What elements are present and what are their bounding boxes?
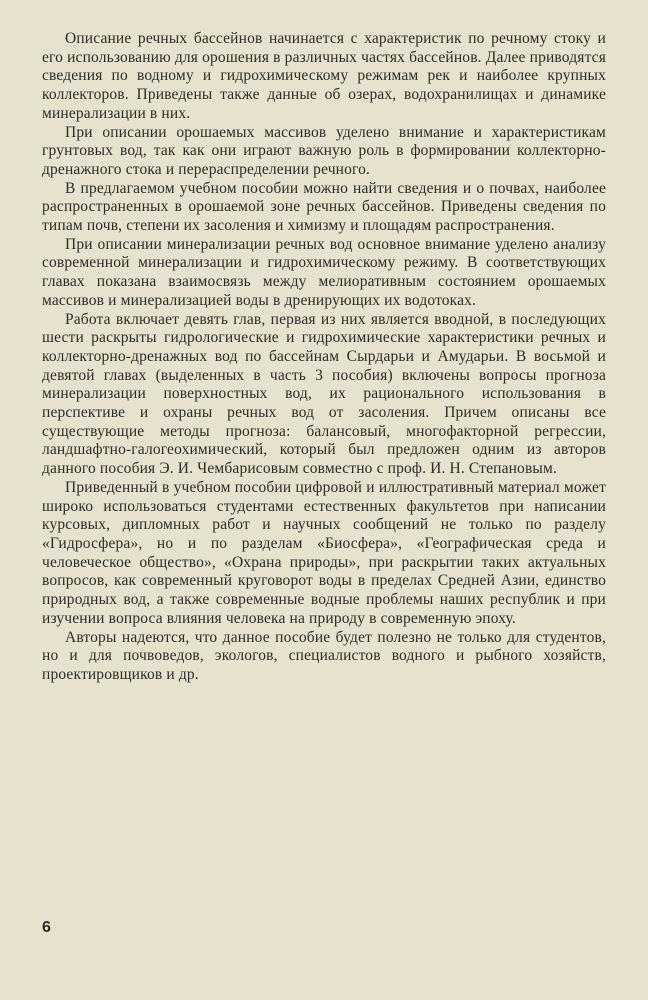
page-number: 6 [42, 919, 51, 936]
paragraph: Работа включает девять глав, первая из них является вводной, в последующих шести раскрыты гидрологические и гидрохимические характеристики речных и коллекторно-дренажных вод по бассейнам Сырдарьи и Амударьи. В восьмой и девятой главах (выделенных в часть 3 пособия) включены вопросы прогноза минерализации поверхностных вод, их рационального использования в перспективе и охраны речных вод от засоления. Причем описаны все существующие методы прогноза: балансовый, многофакторной регрессии, ландшафтно-галогеохимический, который был предложен одним из авторов данного пособия Э. И. Чембарисовым совместно с проф. И. Н. Степановым. [42, 310, 606, 478]
paragraph: При описании минерализации речных вод основное внимание уделено анализу современной минерализации и гидрохимическому режиму. В соответствующих главах показана взаимосвязь между мелиоративным состоянием орошаемых массивов и минерализацией воды в дренирующих их водотоках. [42, 235, 606, 309]
paragraph: При описании орошаемых массивов уделено внимание и характеристикам грунтовых вод, так как они играют важную роль в формировании коллекторно-дренажного стока и перераспределении речного. [42, 123, 606, 178]
paragraph: В предлагаемом учебном пособии можно найти сведения и о почвах, наиболее распространенных в орошаемой зоне речных бассейнов. Приведены сведения по типам почв, степени их засоления и химизму и площадям распространения. [42, 179, 606, 235]
body-text [42, 30, 606, 685]
paragraph: Авторы надеются, что данное пособие будет полезно не только для студентов, но и для почвоведов, экологов, специалистов водного и рыбного хозяйств, проектировщиков и др. [42, 628, 606, 683]
paragraph: Приведенный в учебном пособии цифровой и иллюстративный материал может широко использоваться студентами естественных факультетов при написании курсовых, дипломных работ и научных сообщений не только по разделу «Гидросфера», но и по разделам «Биосфера», «Географическая среда и человеческое общество», «Охрана природы», при раскрытии таких актуальных вопросов, как современный круговорот воды в пределах Средней Азии, единство природных вод, а также современные водные проблемы наших республик и при изучении вопроса влияния человека на природу в современную эпоху. [42, 478, 606, 627]
paragraph: Описание речных бассейнов начинается с характеристик по речному стоку и его использованию для орошения в различных частях бассейнов. Далее приводятся сведения по водному и гидрохимическому режимам рек и наиболее крупных коллекторов. Приведены также данные об озерах, водохранилищах и динамике минерализации в них. [42, 30, 606, 122]
